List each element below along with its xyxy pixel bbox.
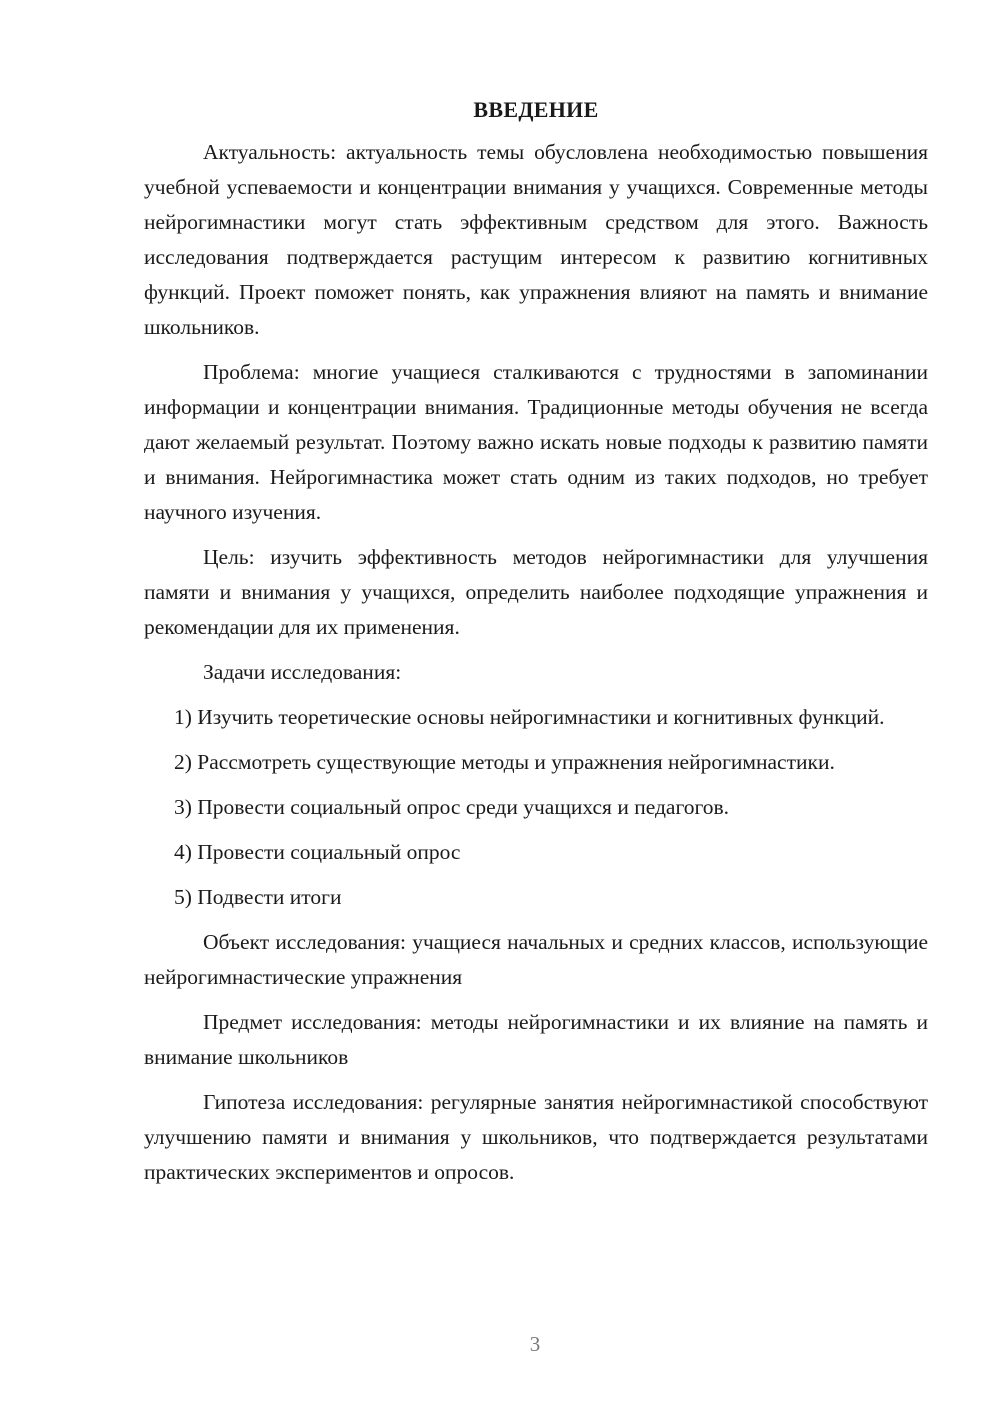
page-title: ВВЕДЕНИЕ <box>473 97 599 122</box>
tasks-list <box>144 700 928 915</box>
document-page <box>144 93 928 1200</box>
page-number: 3 <box>529 1332 541 1356</box>
tasks-heading: Задачи исследования: <box>203 660 402 684</box>
paragraph-goal: Цель: изучить эффективность методов нейрогимнастики для улучшения памяти и внимания у учащихся, определить наиболее подходящие упражнения и рекомендации для их применения. <box>144 545 928 639</box>
task-item: 5) Подвести итоги <box>174 885 342 909</box>
paragraph-relevance: Актуальность: актуальность темы обусловлена необходимостью повышения учебной успеваемости и концентрации внимания у учащихся. Современные методы нейрогимнастики могут стать эффективным средством для этого. Важность исследования подтверждается растущим интересом к развитию когнитивных функций. Проект поможет понять, как упражнения влияют на память и внимание школьников. <box>144 140 928 339</box>
paragraph-subject: Предмет исследования: методы нейрогимнастики и их влияние на память и внимание школьников <box>144 1010 928 1069</box>
paragraph-problem: Проблема: многие учащиеся сталкиваются с трудностями в запоминании информации и концентрации внимания. Традиционные методы обучения не всегда дают желаемый результат. Поэтому важно искать новые подходы к развитию памяти и внимания. Нейрогимнастика может стать одним из таких подходов, но требует научного изучения. <box>144 360 928 524</box>
task-item: 3) Провести социальный опрос среди учащихся и педагогов. <box>174 795 730 819</box>
task-item: 2) Рассмотреть существующие методы и упражнения нейрогимнастики. <box>174 750 835 774</box>
task-item: 4) Провести социальный опрос <box>174 840 461 864</box>
task-item: 1) Изучить теоретические основы нейрогимнастики и когнитивных функций. <box>174 705 885 729</box>
paragraph-hypothesis: Гипотеза исследования: регулярные занятия нейрогимнастикой способствуют улучшению памяти и внимания у школьников, что подтверждается результатами практических экспериментов и опросов. <box>144 1090 928 1184</box>
paragraph-object: Объект исследования: учащиеся начальных и средних классов, использующие нейрогимнастические упражнения <box>144 930 928 989</box>
